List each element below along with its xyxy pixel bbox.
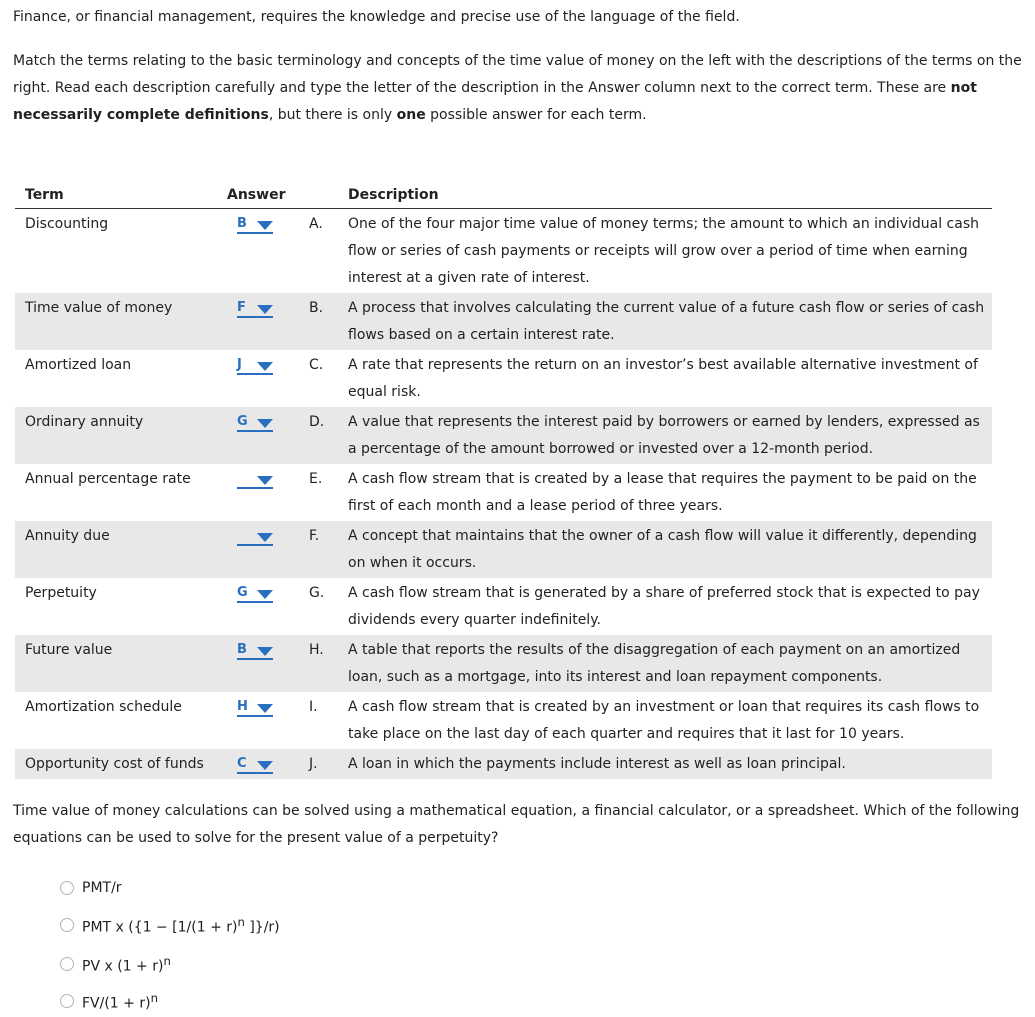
table-row [15,209,992,293]
description-letter: C. [309,357,324,373]
description-text: A cash flow stream that is created by a lease that requires the payment to be paid on the first of each month and a lease period of three years. [348,471,977,514]
answer-dropdown[interactable] [237,757,273,774]
dropdown-arrow-icon [257,419,273,428]
term-label: Annuity due [25,528,110,544]
description-letter: G. [309,585,325,601]
answer-dropdown[interactable] [237,415,273,432]
description-text: A value that represents the interest paid by borrowers or earned by lenders, expressed as a percentage of the amount borrowed or invested over a 12-month period. [348,414,980,457]
answer-option[interactable] [60,879,122,897]
description-text: A cash flow stream that is generated by a share of preferred stock that is expected to pay dividends every quarter indefinitely. [348,585,980,628]
instructions-text [13,48,1033,129]
option-exponent: n [150,991,158,1006]
dropdown-arrow-icon [257,362,273,371]
description-letter: J. [309,756,318,772]
answer-dropdown[interactable] [237,643,273,660]
option-label [82,989,158,1013]
radio-button[interactable] [60,994,74,1008]
answer-option[interactable] [60,992,158,1010]
answer-dropdown[interactable] [237,301,273,318]
table-header [15,185,992,209]
answer-value: G [237,414,248,429]
option-exponent: n [163,954,171,969]
answer-value: G [237,585,248,600]
answer-dropdown[interactable] [237,529,273,546]
description-text: A loan in which the payments include interest as well as loan principal. [348,756,846,772]
option-label [82,952,171,976]
answer-dropdown[interactable] [237,700,273,717]
dropdown-arrow-icon [257,647,273,656]
question-2-text: Time value of money calculations can be solved using a mathematical equation, a financial calculator, or a spreadsheet. Which of the following equations can be used to solve for the present value of a perpetuity? [13,803,1020,846]
answer-dropdown[interactable] [237,586,273,603]
answer-option[interactable] [60,955,171,973]
answer-value: B [237,642,247,657]
table-row [15,635,992,692]
term-label: Time value of money [25,300,173,316]
option-exponent: n [237,915,245,930]
table-row [15,749,992,779]
term-label: Amortized loan [25,357,132,373]
header-answer: Answer [227,187,286,203]
matching-table [15,185,992,779]
instructions-part-2: , but there is only [268,107,397,123]
table-row [15,578,992,635]
answer-value: H [237,699,248,714]
term-label: Future value [25,642,113,658]
intro-text: Finance, or financial management, requires the knowledge and precise use of the language of the field. [13,9,740,25]
term-label: Opportunity cost of funds [25,756,204,772]
description-text: A process that involves calculating the current value of a future cash flow or series of cash flows based on a certain interest rate. [348,300,985,343]
description-text: A cash flow stream that is created by an investment or loan that requires its cash flows to take place on the last day of each quarter and requires that it last for 10 years. [348,699,980,742]
table-row [15,407,992,464]
option-text: FV/(1 + r) [82,995,151,1012]
instructions-part-3: possible answer for each term. [425,107,647,123]
term-label: Annual percentage rate [25,471,191,487]
dropdown-arrow-icon [257,533,273,542]
description-letter: E. [309,471,323,487]
instructions-bold-2: one [396,107,426,123]
answer-option[interactable] [60,916,280,934]
radio-button[interactable] [60,918,74,932]
instructions-bold-1: not necessarily complete definitions [13,80,977,123]
term-label: Perpetuity [25,585,97,601]
description-text: A table that reports the results of the disaggregation of each payment on an amortized loan, such as a mortgage, into its interest and loan repayment components. [348,642,961,685]
description-letter: A. [309,216,323,232]
answer-dropdown[interactable] [237,472,273,489]
answer-dropdown[interactable] [237,358,273,375]
term-label: Amortization schedule [25,699,182,715]
description-text: A concept that maintains that the owner of a cash flow will value it differently, depending on when it occurs. [348,528,977,571]
answer-dropdown[interactable] [237,217,273,234]
dropdown-arrow-icon [257,590,273,599]
dropdown-arrow-icon [257,221,273,230]
table-row [15,464,992,521]
description-letter: B. [309,300,324,316]
answer-value: B [237,216,247,231]
radio-button[interactable] [60,881,74,895]
header-description: Description [348,187,439,203]
option-text: PMT x ({1 − [1/(1 + r) [82,919,238,936]
dropdown-arrow-icon [257,704,273,713]
answer-value: C [237,756,247,771]
dropdown-arrow-icon [257,305,273,314]
table-row [15,521,992,578]
option-text: PMT/r [82,880,122,896]
description-letter: H. [309,642,324,658]
option-text-end: ]}/r) [244,919,280,936]
table-row [15,350,992,407]
term-label: Discounting [25,216,109,232]
table-row [15,692,992,749]
answer-value: F [237,300,246,315]
description-letter: F. [309,528,320,544]
instructions-part-1: Match the terms relating to the basic terminology and concepts of the time value of money on the left with the descriptions of the terms on the right. Read each description carefully and type the letter of the description in the Answer column next to the correct term. These are [13,53,1022,96]
description-letter: D. [309,414,325,430]
description-letter: I. [309,699,318,715]
option-label [82,879,122,897]
description-text: A rate that represents the return on an investor’s best available alternative investment of equal risk. [348,357,978,400]
option-label [82,913,280,937]
answer-value: J [237,357,242,372]
header-term: Term [25,187,64,203]
description-text: One of the four major time value of money terms; the amount to which an individual cash flow or series of cash payments or receipts will grow over a period of time when earning interest at a given rate of interest. [348,216,979,286]
term-label: Ordinary annuity [25,414,144,430]
radio-button[interactable] [60,957,74,971]
dropdown-arrow-icon [257,761,273,770]
dropdown-arrow-icon [257,476,273,485]
option-text: PV x (1 + r) [82,958,164,975]
table-row [15,293,992,350]
table-body [15,209,992,779]
